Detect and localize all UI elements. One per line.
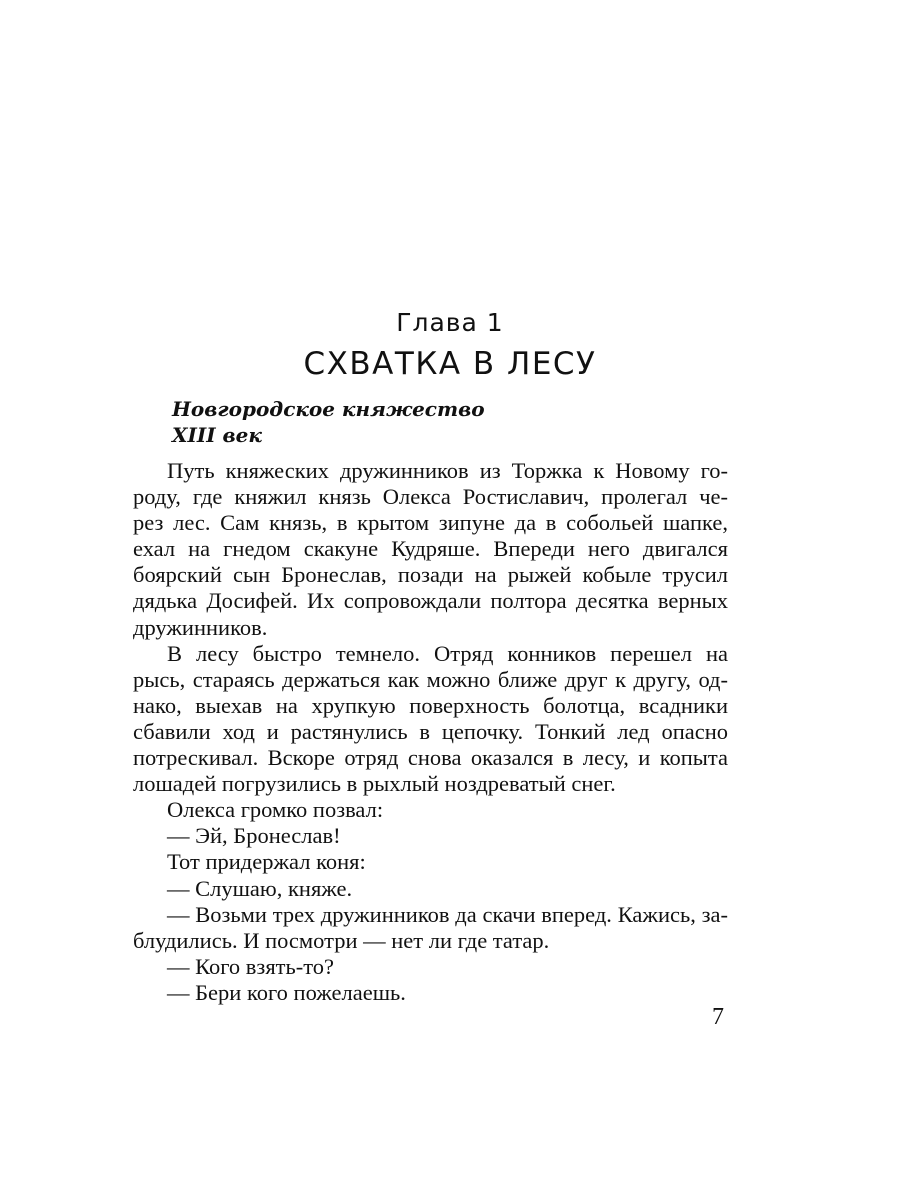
dialogue-line: — Бери кого пожелаешь. xyxy=(167,979,406,1005)
paragraph xyxy=(133,849,728,875)
text-line: сбавили ход и растянулись в цепочку. Тонкий лед опасно xyxy=(133,718,728,744)
text-line: дядька Досифей. Их сопровождали полтора десятка верных xyxy=(133,588,728,614)
text-line: нако, выехав на хрупкую поверхность болотца, всадники xyxy=(133,692,728,718)
text-line: Тот придержал коня: xyxy=(167,849,366,875)
dialogue-line: — Возьми трех дружинников да скачи вперед. Кажись, за- xyxy=(167,901,728,927)
text-line: дружинников. xyxy=(133,614,268,640)
text-line: Путь княжеских дружинников из Торжка к Новому го- xyxy=(167,458,728,483)
epigraph xyxy=(172,396,485,448)
text-line: роду, где княжил князь Олекса Ростиславич, пролегал че- xyxy=(133,484,728,510)
dialogue-line: — Слушаю, княже. xyxy=(167,875,353,901)
text-line: потрескивал. Вскоре отряд снова оказался в лесу, и копыта xyxy=(133,745,728,771)
dialogue-line: — Кого взять-то? xyxy=(167,953,335,979)
paragraph xyxy=(133,954,728,980)
paragraph xyxy=(133,458,728,641)
epigraph-line-century: XIII век xyxy=(172,423,262,447)
body-text xyxy=(133,458,728,1006)
text-line: ехал на гнедом скакуне Кудряше. Впереди него двигался xyxy=(133,536,728,562)
chapter-title: СХВАТКА В ЛЕСУ xyxy=(303,346,597,382)
text-line: Олекса громко позвал: xyxy=(167,797,384,823)
chapter-label: Глава 1 xyxy=(396,308,504,337)
text-line: боярский сын Бронеслав, позади на рыжей кобыле трусил xyxy=(133,562,728,588)
paragraph xyxy=(133,641,728,798)
dialogue-line: — Эй, Бронеслав! xyxy=(167,823,341,849)
paragraph xyxy=(133,823,728,849)
page-number: 7 xyxy=(712,1004,724,1030)
text-line: рысь, стараясь держаться как можно ближе друг к другу, од- xyxy=(133,666,728,692)
paragraph xyxy=(133,797,728,823)
paragraph xyxy=(133,980,728,1006)
epigraph-line-place: Новгородское княжество xyxy=(172,397,485,421)
text-line: рез лес. Сам князь, в крытом зипуне да в собольей шапке, xyxy=(133,510,728,536)
paragraph xyxy=(133,876,728,902)
paragraph xyxy=(133,902,728,954)
text-line: В лесу быстро темнело. Отряд конников перешел на xyxy=(167,640,728,666)
dialogue-line: блудились. И посмотри — нет ли где татар. xyxy=(133,927,550,953)
text-line: лошадей погрузились в рыхлый ноздреватый снег. xyxy=(133,771,616,797)
